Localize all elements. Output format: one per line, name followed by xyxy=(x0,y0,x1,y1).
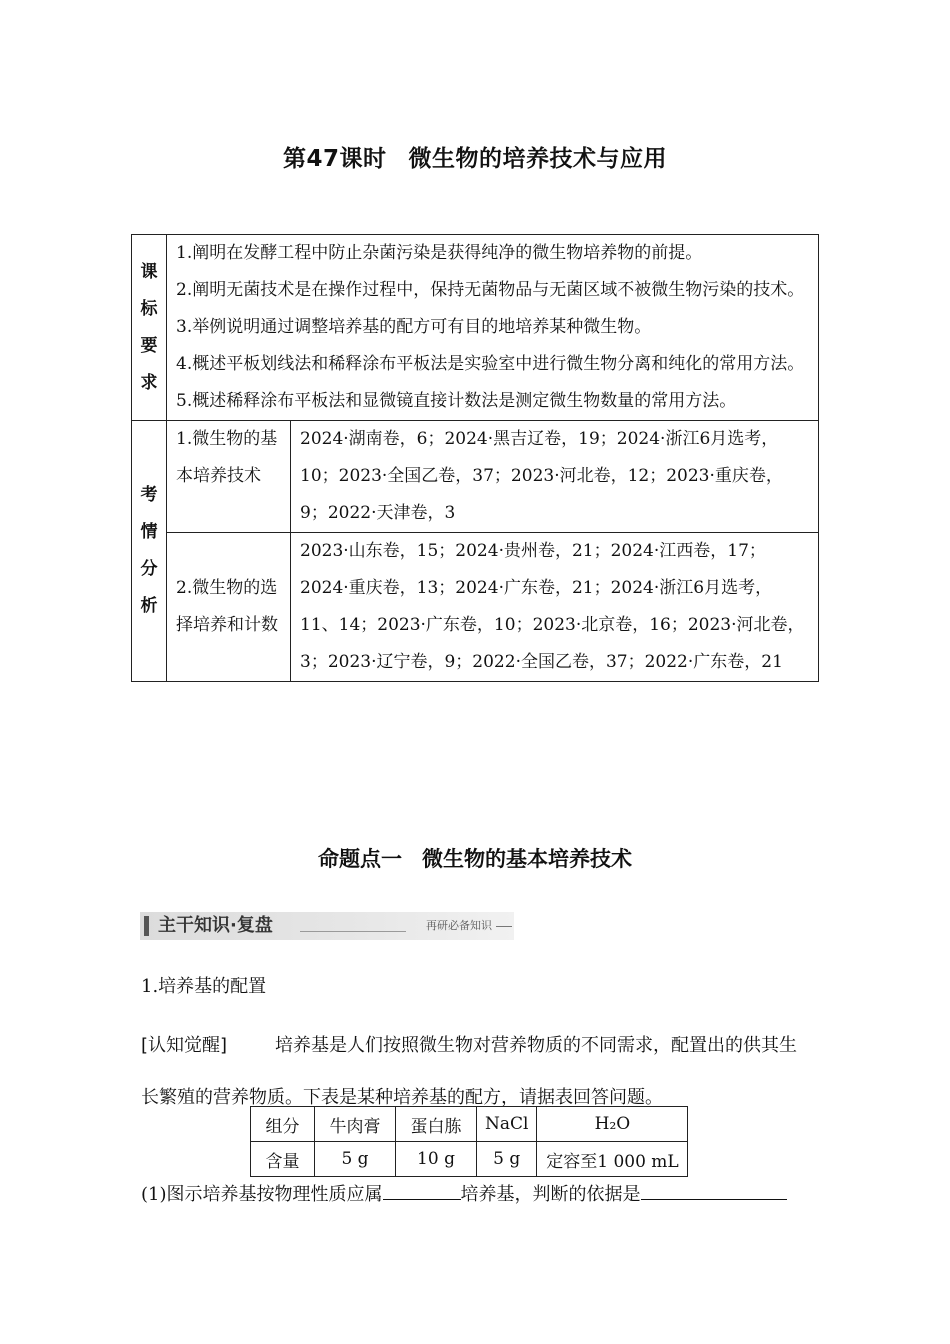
question-text: (1)图示培养基按物理性质应属 xyxy=(141,1184,383,1205)
requirements-row xyxy=(132,235,819,421)
banner-divider xyxy=(300,931,406,932)
banner-bar xyxy=(144,916,149,936)
table-cell: 蛋白胨 xyxy=(396,1107,477,1142)
lesson-topic: 微生物的培养技术与应用 xyxy=(408,146,667,172)
requirement-item: 2.阐明无菌技术是在操作过程中，保持无菌物品与无菌区域不被微生物污染的技术。 xyxy=(176,280,805,300)
requirement-item: 1.阐明在发酵工程中防止杂菌污染是获得纯净的微生物培养物的前提。 xyxy=(176,243,703,263)
table-cell: 5 g xyxy=(315,1142,396,1177)
banner-tail xyxy=(496,926,512,927)
exam-sources: 2023·山东卷，15；2024·贵州卷，21；2024·江西卷，17；2024·重庆卷，13；2024·广东卷，21；2024·浙江6月选考，11、14；2023·广东卷，10；2023·北京卷，16；2023·河北卷，3；2023·辽宁卷，9；2022·全国乙卷，37；2022·广东卷，21 xyxy=(291,533,819,682)
requirements-list xyxy=(167,235,819,421)
intro-tag: [认知觉醒] xyxy=(141,1035,228,1056)
exam-row xyxy=(132,533,819,682)
medium-recipe-table xyxy=(250,1106,688,1177)
answer-blank[interactable] xyxy=(641,1181,787,1200)
exam-sources: 2024·湖南卷，6；2024·黑吉辽卷，19；2024·浙江6月选考，10；2023·全国乙卷，37；2023·河北卷，12；2023·重庆卷，9；2022·天津卷，3 xyxy=(291,421,819,533)
lesson-number: 第47课时 xyxy=(282,146,387,172)
requirement-item: 3.举例说明通过调整培养基的配方可有目的地培养某种微生物。 xyxy=(176,317,652,337)
table-cell: H₂O xyxy=(537,1107,688,1142)
section-label: 命题点一 xyxy=(318,847,402,871)
exam-analysis-label: 考 情 分 析 xyxy=(132,421,167,682)
table-cell: 含量 xyxy=(251,1142,315,1177)
requirements-label: 课 标 要 求 xyxy=(132,235,167,421)
curriculum-table xyxy=(131,234,819,682)
banner-subtitle: 再研必备知识 xyxy=(426,919,492,932)
answer-blank[interactable] xyxy=(383,1181,461,1200)
banner-label: 主干知识·复盘 xyxy=(158,915,273,936)
section-title xyxy=(0,843,950,873)
table-cell: 组分 xyxy=(251,1107,315,1142)
table-row xyxy=(251,1107,688,1142)
exam-topic: 2.微生物的选择培养和计数 xyxy=(167,533,291,682)
intro-text: 培养基是人们按照微生物对营养物质的不同需求，配置出的供其生长繁殖的营养物质。下表是某种培养基的配方，请据表回答问题。 xyxy=(141,1035,798,1108)
subsection-title: 1.培养基的配置 xyxy=(141,976,267,997)
page-title xyxy=(0,140,950,173)
table-cell: NaCl xyxy=(477,1107,537,1142)
requirement-item: 5.概述稀释涂布平板法和显微镜直接计数法是测定微生物数量的常用方法。 xyxy=(176,391,737,411)
knowledge-banner xyxy=(140,912,514,940)
table-row xyxy=(251,1142,688,1177)
table-cell: 牛肉膏 xyxy=(315,1107,396,1142)
table-cell: 5 g xyxy=(477,1142,537,1177)
table-cell: 定容至1 000 mL xyxy=(537,1142,688,1177)
requirement-item: 4.概述平板划线法和稀释涂布平板法是实验室中进行微生物分离和纯化的常用方法。 xyxy=(176,354,805,374)
exam-row xyxy=(132,421,819,533)
section-topic: 微生物的基本培养技术 xyxy=(422,847,632,871)
exam-topic: 1.微生物的基本培养技术 xyxy=(167,421,291,533)
table-cell: 10 g xyxy=(396,1142,477,1177)
question-text: 培养基，判断的依据是 xyxy=(460,1184,641,1205)
question-1 xyxy=(141,1180,787,1206)
